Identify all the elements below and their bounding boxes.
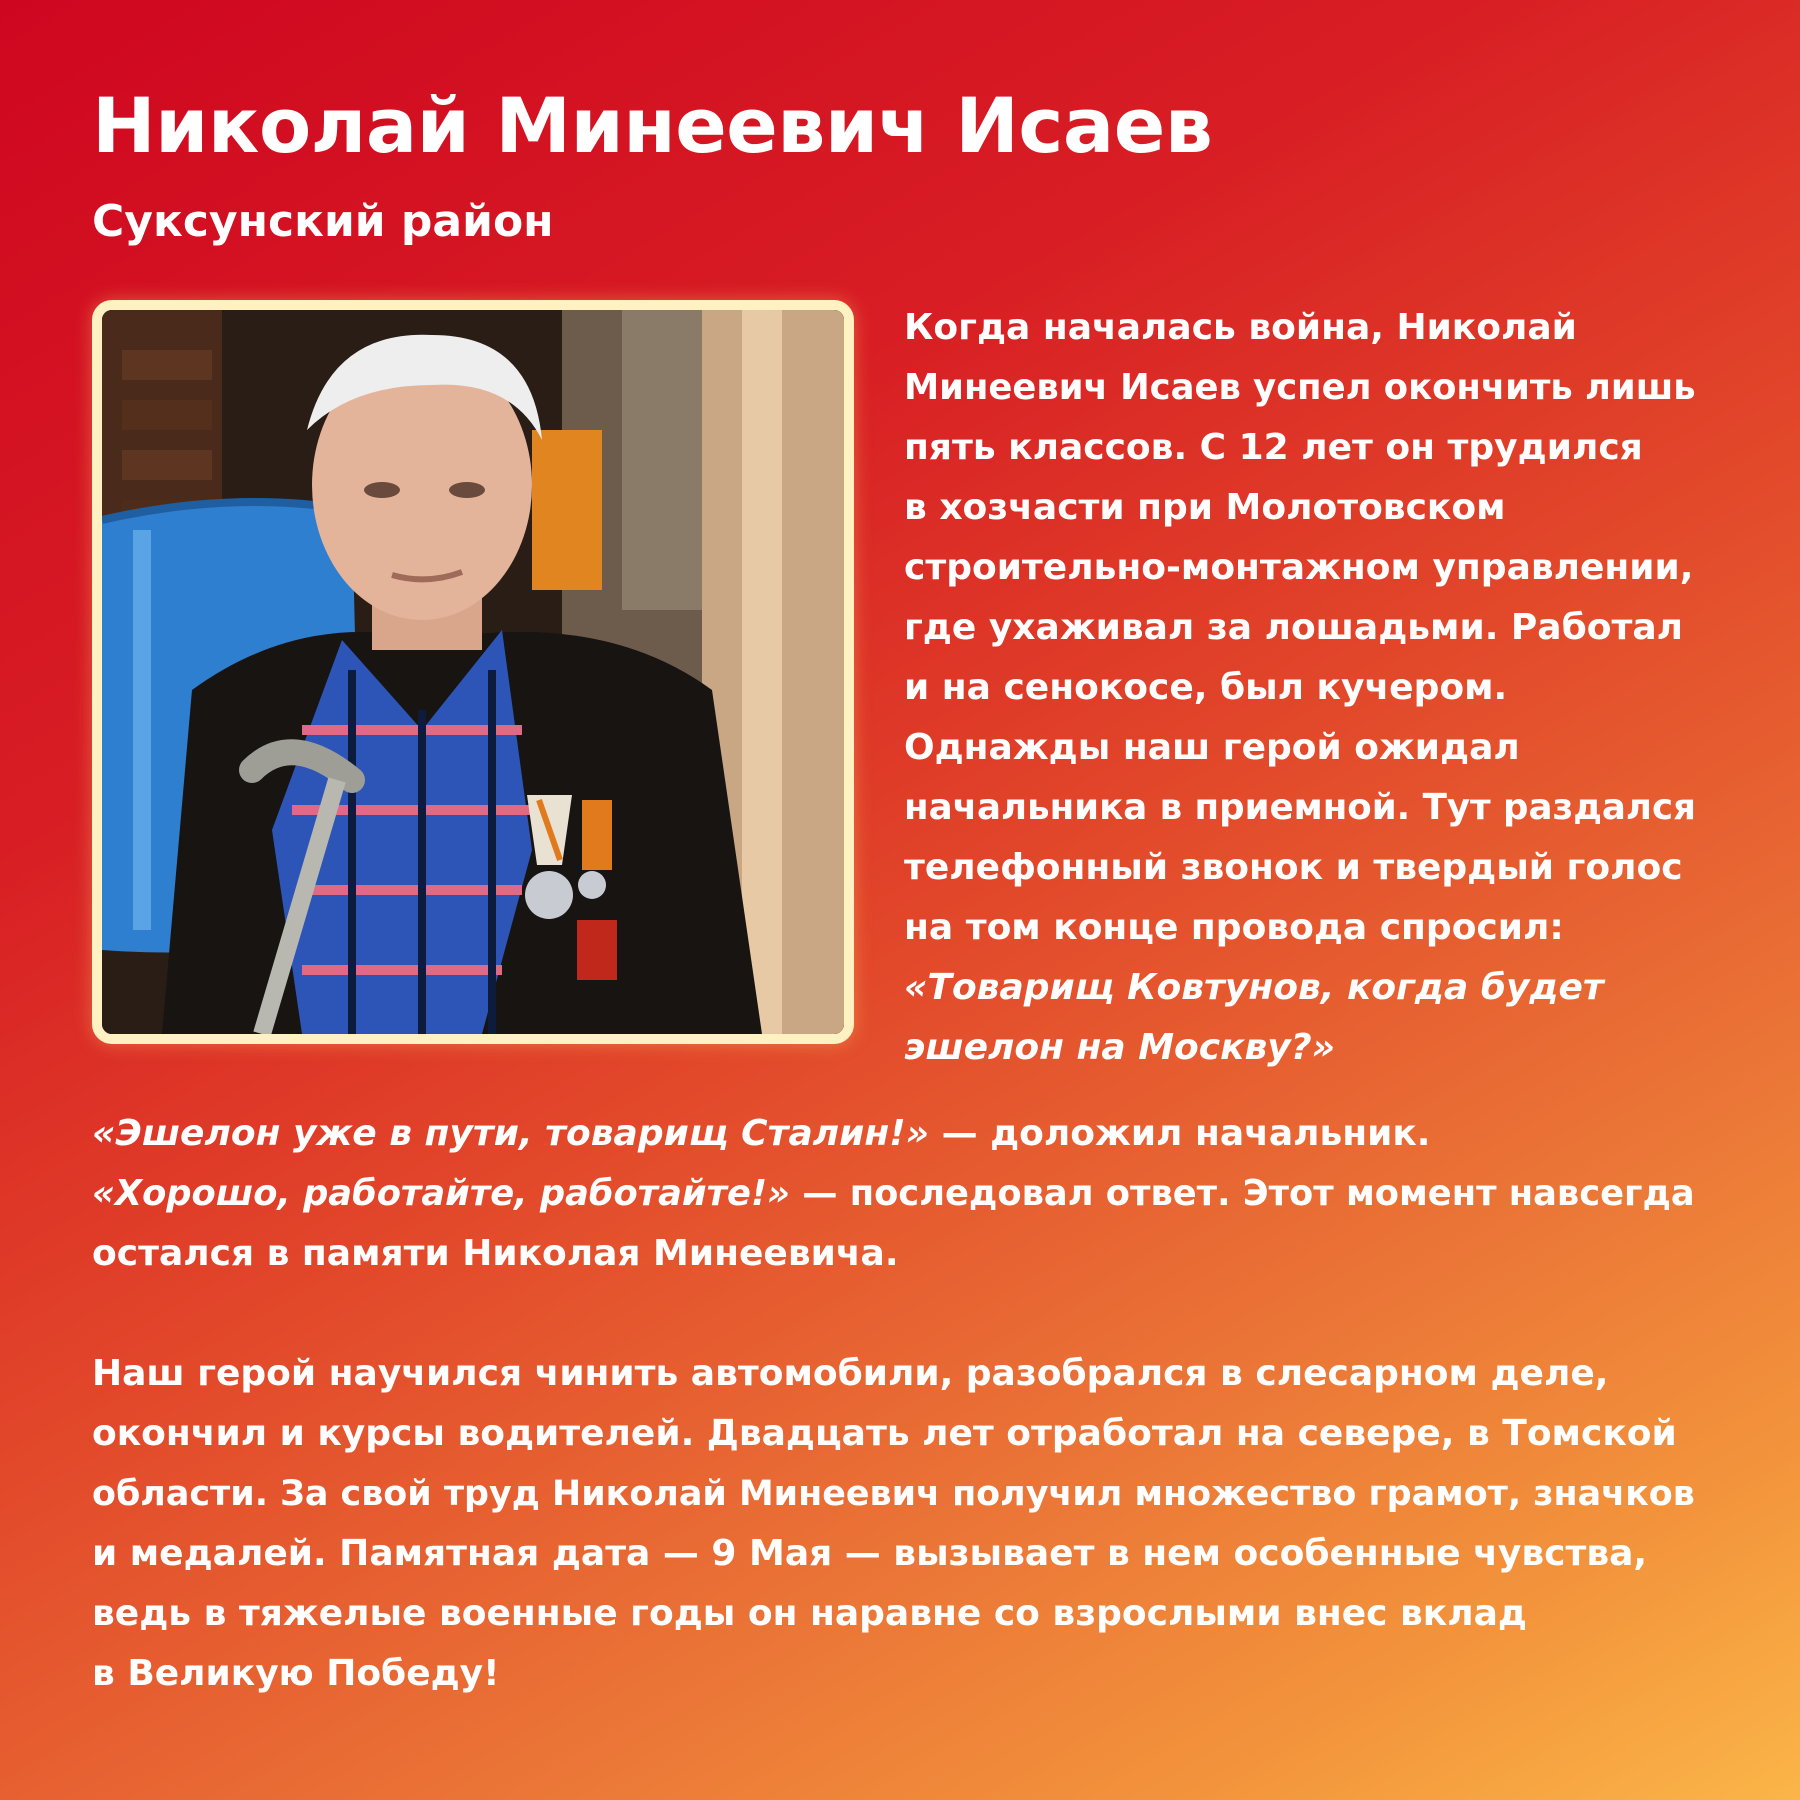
story-line: где ухаживал за лошадьми. Работал	[904, 607, 1683, 648]
reply-narration: — доложил начальник.	[929, 1113, 1431, 1154]
story-line: в Великую Победу!	[92, 1653, 500, 1694]
paragraph-spacer	[92, 1284, 1712, 1344]
dialogue-line	[92, 1164, 1712, 1224]
story-line: на том конце провода спросил:	[904, 907, 1564, 948]
story-line: и медалей. Памятная дата — 9 Мая — вызывает в нем особенные чувства,	[92, 1533, 1648, 1574]
story-line: Когда началась война, Николай	[904, 307, 1577, 348]
district-subtitle: Суксунский район	[92, 196, 554, 247]
page-title: Николай Минеевич Исаев	[92, 81, 1213, 170]
story-line: в хозчасти при Молотовском	[904, 487, 1506, 528]
veteran-photo	[92, 300, 854, 1044]
story-intro	[904, 298, 1704, 1078]
story-line: и на сенокосе, был кучером.	[904, 667, 1508, 708]
story-continuation	[92, 1104, 1712, 1704]
story-line: Наш герой научился чинить автомобили, разобрался в слесарном деле,	[92, 1353, 1609, 1394]
veteran-portrait-illustration	[102, 310, 844, 1034]
stalin-question-line: эшелон на Москву?»	[904, 1027, 1336, 1068]
story-line: Минеевич Исаев успел окончить лишь	[904, 367, 1696, 408]
dialogue-line	[92, 1104, 1712, 1164]
answer-narration: — последовал ответ. Этот момент навсегда	[789, 1173, 1695, 1214]
story-line: Однажды наш герой ожидал	[904, 727, 1520, 768]
story-line: остался в памяти Николая Минеевича.	[92, 1233, 899, 1274]
story-line: пять классов. С 12 лет он трудился	[904, 427, 1643, 468]
story-line: ведь в тяжелые военные годы он наравне со взрослыми внес вклад	[92, 1593, 1527, 1634]
reply-quote: «Эшелон уже в пути, товарищ Сталин!»	[92, 1113, 930, 1154]
story-line: строительно-монтажном управлении,	[904, 547, 1694, 588]
story-line: окончил и курсы водителей. Двадцать лет отработал на севере, в Томской	[92, 1413, 1677, 1454]
stalin-question-line: «Товарищ Ковтунов, когда будет	[904, 967, 1604, 1008]
story-line: области. За свой труд Николай Минеевич получил множество грамот, значков	[92, 1474, 1695, 1514]
story-line: телефонный звонок и твердый голос	[904, 847, 1683, 888]
story-line: начальника в приемной. Тут раздался	[904, 787, 1696, 828]
answer-quote: «Хорошо, работайте, работайте!»	[92, 1173, 790, 1214]
